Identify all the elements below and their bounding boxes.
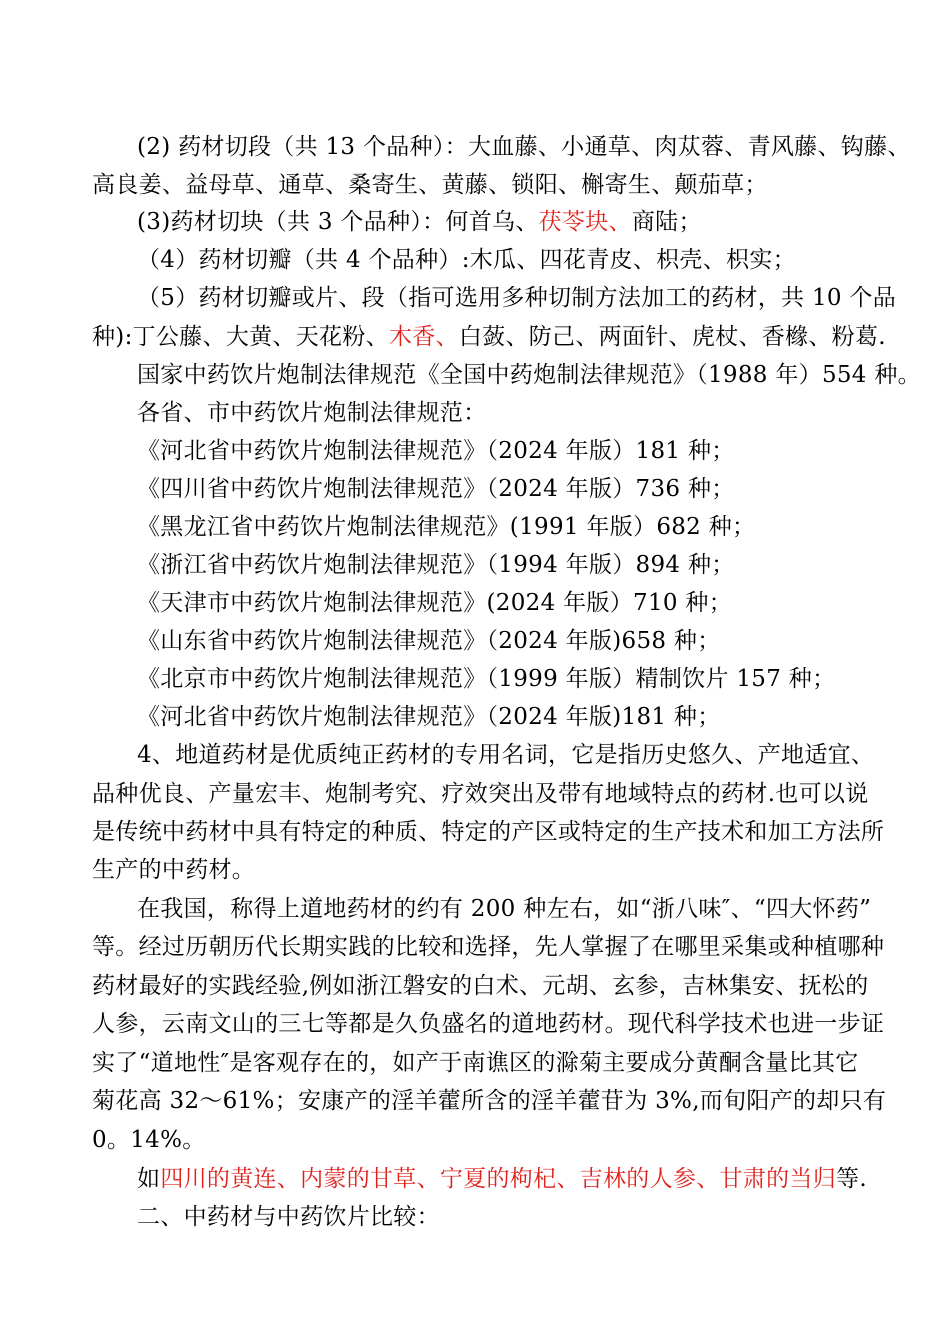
text: 种):丁公藤、大黄、天花粉、 — [92, 324, 389, 350]
standard-item — [137, 508, 937, 546]
text: 0。14%。 — [92, 1127, 206, 1153]
examples-line — [137, 1160, 937, 1198]
section-heading — [137, 1198, 937, 1236]
cutting-segments-line — [137, 128, 937, 166]
text: （5）药材切瓣或片、段（指可选用多种切制方法加工的药材，共 10 个品 — [137, 285, 897, 311]
text: 等。经过历朝历代长期实践的比较和选择，先人掌握了在哪里采集或种植哪种 — [92, 934, 885, 960]
provincial-standards-heading — [137, 394, 937, 432]
text: 《天津市中药饮片炮制法律规范》(2024 年版）710 种； — [137, 590, 733, 616]
standard-item — [137, 584, 937, 622]
paragraph-line — [137, 890, 937, 928]
text: 二、中药材与中药饮片比较： — [137, 1204, 440, 1230]
text: 如 — [137, 1166, 161, 1192]
paragraph-line — [137, 736, 937, 774]
text: (2) 药材切段（共 13 个品种）：大血藤、小通草、肉苁蓉、青风藤、钩藤、 — [137, 134, 911, 160]
cutting-blocks-line — [137, 203, 937, 241]
cutting-segments-line-cont — [92, 166, 892, 204]
standard-item — [137, 546, 937, 584]
text: 各省、市中药饮片炮制法律规范： — [137, 400, 487, 426]
cutting-mixed-line-cont — [92, 318, 892, 356]
highlight-text: 木香、 — [388, 324, 459, 350]
text: 国家中药饮片炮制法律规范《全国中药炮制法律规范》（1988 年）554 种。 — [137, 362, 921, 388]
text: 是传统中药材中具有特定的种质、特定的产区或特定的生产技术和加工方法所 — [92, 819, 885, 845]
standard-item — [137, 698, 937, 736]
text: 4、地道药材是优质纯正药材的专用名词，它是指历史悠久、产地适宜、 — [137, 742, 875, 768]
text: 《四川省中药饮片炮制法律规范》（2024 年版）736 种； — [137, 476, 735, 502]
paragraph-line — [92, 1005, 892, 1043]
text: 《河北省中药饮片炮制法律规范》（2024 年版)181 种； — [137, 704, 721, 730]
highlight-text: 四川的黄连、内蒙的甘草、宁夏的枸杞、吉林的人参、甘肃的当归 — [160, 1166, 837, 1192]
text: 品种优良、产量宏丰、炮制考究、疗效突出及带有地域特点的药材.也可以说 — [92, 781, 869, 807]
text: （4）药材切瓣（共 4 个品种）:木瓜、四花青皮、枳壳、枳实； — [137, 247, 796, 273]
text: 药材最好的实践经验,例如浙江磐安的白术、元胡、玄参，吉林集安、抚松的 — [92, 973, 869, 999]
text: 在我国，称得上道地药材的约有 200 种左右，如“浙八味″、“四大怀药” — [137, 896, 872, 922]
text: 《浙江省中药饮片炮制法律规范》（1994 年版）894 种； — [137, 552, 735, 578]
text: 《黑龙江省中药饮片炮制法律规范》(1991 年版）682 种； — [137, 514, 756, 540]
paragraph-line — [92, 1082, 892, 1120]
text: 商陆； — [631, 209, 702, 235]
text: 白蔹、防己、两面针、虎杖、香橼、粉葛. — [458, 324, 886, 350]
text: 人参，云南文山的三七等都是久负盛名的道地药材。现代科学技术也进一步证 — [92, 1011, 885, 1037]
text: 等. — [836, 1166, 867, 1192]
paragraph-line — [92, 1121, 892, 1159]
text: 生产的中药材。 — [92, 857, 256, 883]
paragraph-line — [92, 813, 892, 851]
highlight-text: 茯苓块、 — [538, 209, 632, 235]
text: 菊花高 32～61%；安康产的淫羊藿所含的淫羊藿苷为 3%,而旬阳产的却只有 — [92, 1088, 887, 1114]
text: 《河北省中药饮片炮制法律规范》（2024 年版）181 种； — [137, 438, 735, 464]
standard-item — [137, 622, 937, 660]
text: 《北京市中药饮片炮制法律规范》（1999 年版）精制饮片 157 种； — [137, 666, 836, 692]
standard-item — [137, 660, 937, 698]
paragraph-line — [92, 775, 892, 813]
text: 《山东省中药饮片炮制法律规范》（2024 年版)658 种； — [137, 628, 721, 654]
paragraph-line — [92, 851, 892, 889]
standard-item — [137, 470, 937, 508]
cutting-petals-line — [137, 241, 937, 279]
text: 实了“道地性″是客观存在的，如产于南谯区的滁菊主要成分黄酮含量比其它 — [92, 1050, 859, 1076]
standard-item — [137, 432, 937, 470]
paragraph-line — [92, 967, 892, 1005]
text: (3)药材切块（共 3 个品种）：何首乌、 — [137, 209, 539, 235]
cutting-mixed-line — [137, 279, 937, 317]
paragraph-line — [92, 928, 892, 966]
national-standard-line — [137, 356, 937, 394]
text: 高良姜、益母草、通草、桑寄生、黄藤、锁阳、槲寄生、颠茄草； — [92, 172, 768, 198]
paragraph-line — [92, 1044, 892, 1082]
